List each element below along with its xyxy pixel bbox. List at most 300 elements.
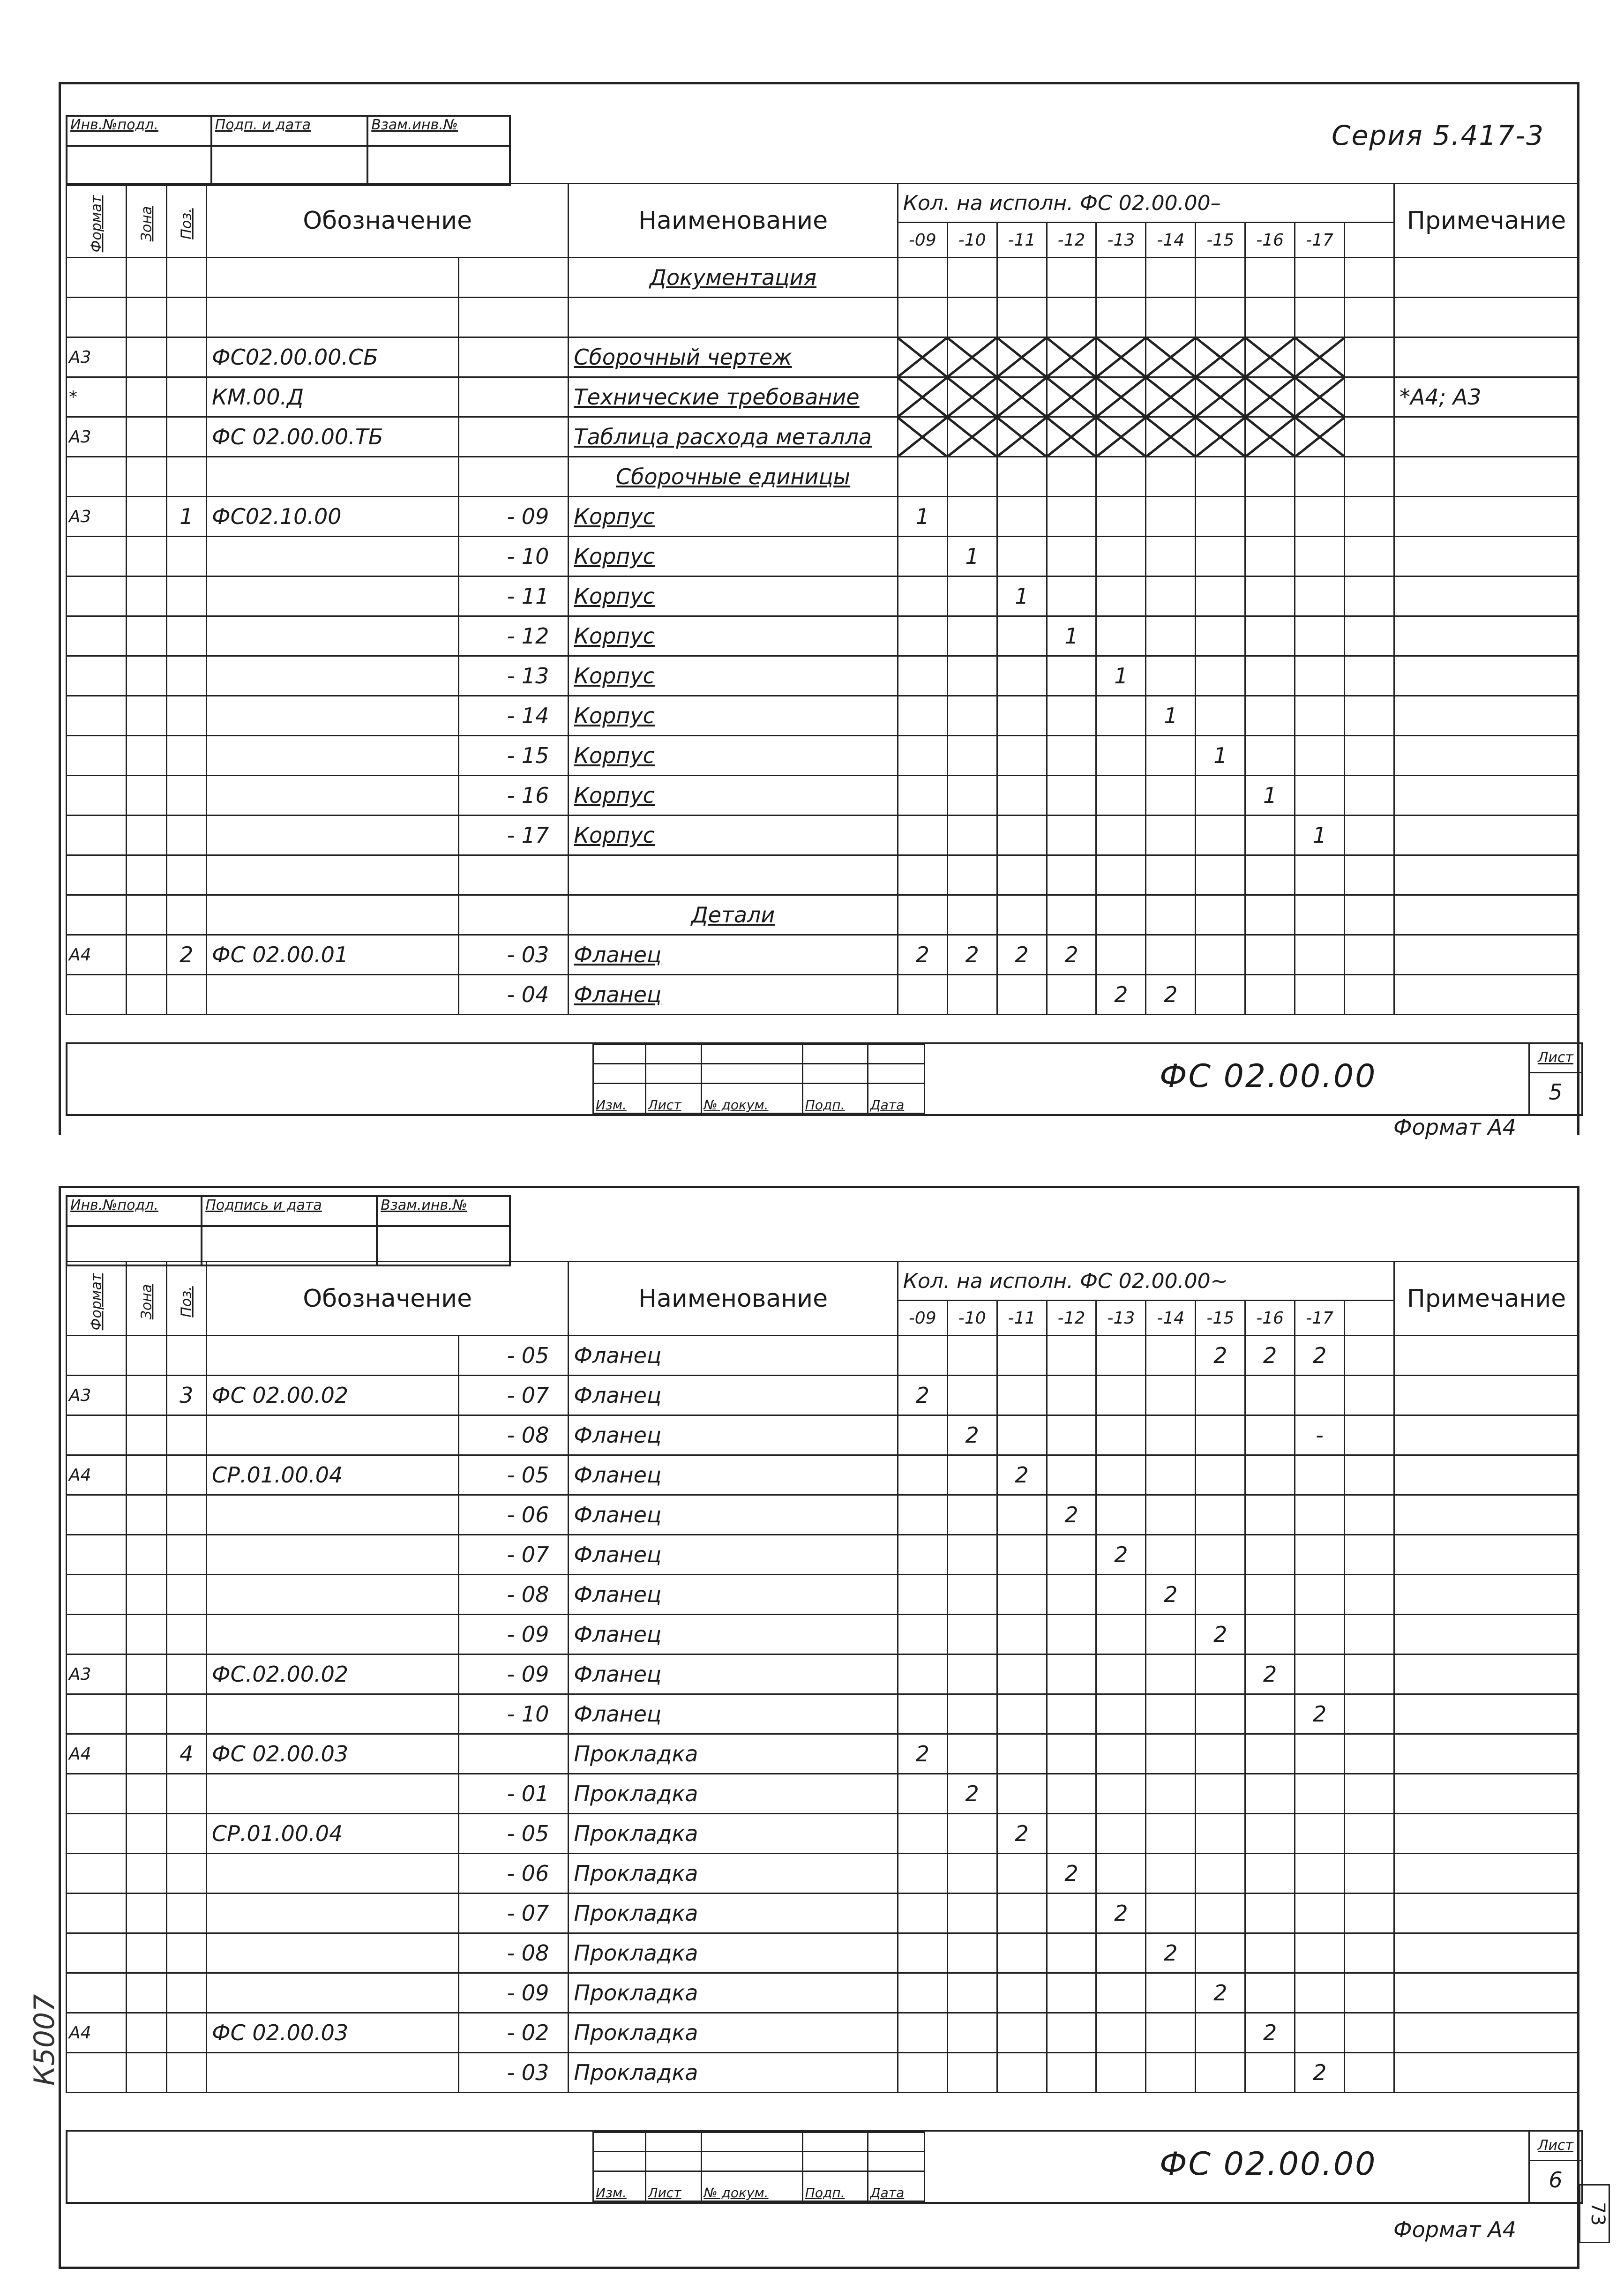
quantity-cell [1096,2053,1146,2093]
quantity-cell [1245,1415,1295,1455]
quantity-cell [1345,576,1394,616]
quantity-cell [997,457,1047,497]
quantity-cell [1245,2053,1295,2093]
format-cell [67,298,127,337]
quantity-cell [1295,1455,1345,1495]
quantity-cell [1096,1933,1146,1973]
zone-cell [127,1575,166,1615]
quantity-cell [1096,1575,1146,1615]
quantity-cell [1345,1415,1394,1455]
quantity-cell [1096,497,1146,537]
quantity-cell [1245,417,1295,457]
name-cell: Детали [569,895,898,935]
quantity-cell [1146,377,1196,417]
variant-cell: - 03 [458,935,568,975]
quantity-cell [1196,816,1245,855]
zone-cell [127,975,166,1015]
quantity-cell: 2 [1295,1694,1345,1734]
quantity-cell [1196,656,1245,696]
quantity-cell [1047,2053,1096,2093]
variant-cell: - 06 [458,1854,568,1894]
format-cell [67,1774,127,1814]
position-cell [166,417,206,457]
quantity-cell: 2 [1196,1336,1245,1376]
quantity-cell: 2 [1245,2013,1295,2053]
quantity-cell [1196,337,1245,377]
quantity-cell [1196,258,1245,298]
table-row [67,497,1579,537]
quantity-cell [1245,816,1295,855]
quantity-cell [997,417,1047,457]
name-cell: Корпус [569,776,898,816]
position-cell [166,537,206,576]
zone-cell [127,1415,166,1455]
position-cell [166,1336,206,1376]
quantity-cell [1196,776,1245,816]
quantity-cell [947,855,997,895]
quantity-cell [1245,1495,1295,1535]
note-cell [1394,1455,1579,1495]
label-signature: Подп. [802,2171,868,2201]
quantity-cell [1047,1455,1096,1495]
quantity-cell [947,576,997,616]
format-cell: А3 [67,1376,127,1415]
qty-col-header: -11 [997,223,1047,258]
format-cell [67,537,127,576]
designation-cell: ФС 02.00.01 [206,935,458,975]
position-cell [166,736,206,776]
position-cell [166,1774,206,1814]
designation-cell: ФС.02.00.02 [206,1654,458,1694]
quantity-cell [1345,298,1394,337]
quantity-cell [997,2053,1047,2093]
quantity-cell [1245,258,1295,298]
quantity-cell [1146,2013,1196,2053]
quantity-cell [1345,1336,1394,1376]
format-cell: * [67,377,127,417]
position-cell [166,616,206,656]
quantity-cell [1196,1654,1245,1694]
variant-cell: - 14 [458,696,568,736]
table-row [67,656,1579,696]
quantity-cell [947,616,997,656]
quantity-cell [1245,696,1295,736]
specification-table [66,183,1579,1015]
designation-cell [206,656,458,696]
revision-grid [592,1044,925,1114]
sheet-number-cell [1528,1044,1581,1114]
designation-cell [206,298,458,337]
variant-cell [458,855,568,895]
table-row [67,258,1579,298]
variant-cell: - 09 [458,1973,568,2013]
zone-cell [127,1894,166,1933]
quantity-cell [947,1575,997,1615]
note-cell [1394,816,1579,855]
quantity-cell [1295,576,1345,616]
note-cell [1394,696,1579,736]
quantity-cell [1146,1495,1196,1535]
quantity-cell [1345,1894,1394,1933]
variant-cell: - 05 [458,1455,568,1495]
position-cell [166,855,206,895]
name-cell: Прокладка [569,2053,898,2093]
qty-col-header: -10 [947,223,997,258]
variant-cell: - 08 [458,1575,568,1615]
quantity-cell [997,1933,1047,1973]
quantity-cell [1295,1654,1345,1694]
quantity-cell [1345,1575,1394,1615]
format-cell [67,736,127,776]
col-format: Формат [67,184,127,258]
position-cell: 3 [166,1376,206,1415]
quantity-cell [1245,1854,1295,1894]
quantity-cell [997,696,1047,736]
quantity-cell [898,736,947,776]
quantity-cell [947,1376,997,1415]
quantity-cell [1146,1336,1196,1376]
col-name: Наименование [569,184,898,258]
quantity-cell [1047,1774,1096,1814]
name-cell: Фланец [569,935,898,975]
note-cell [1394,1615,1579,1654]
quantity-cell [1196,2053,1245,2093]
quantity-cell [1047,736,1096,776]
quantity-cell [1096,1854,1146,1894]
zone-cell [127,855,166,895]
designation-cell [206,1774,458,1814]
variant-cell: - 17 [458,816,568,855]
format-cell [67,616,127,656]
note-cell [1394,1376,1579,1415]
designation-cell [206,895,458,935]
table-row [67,1455,1579,1495]
quantity-cell [898,1615,947,1654]
quantity-cell [898,816,947,855]
spec-sheet-5 [0,0,1624,1139]
quantity-cell [1245,1575,1295,1615]
quantity-cell [1345,1814,1394,1854]
table-row [67,616,1579,656]
zone-cell [127,457,166,497]
quantity-cell [1047,1575,1096,1615]
quantity-cell [898,258,947,298]
note-cell [1394,1933,1579,1973]
quantity-cell [1047,816,1096,855]
qty-col-header [1345,223,1394,258]
col-format: Формат [67,1262,127,1336]
zone-cell [127,1535,166,1575]
qty-col-header: -16 [1245,1301,1295,1336]
quantity-cell [997,1535,1047,1575]
variant-cell: - 08 [458,1415,568,1455]
quantity-cell [1196,1575,1245,1615]
qty-col-header: -12 [1047,1301,1096,1336]
designation-cell [206,975,458,1015]
quantity-cell [947,1814,997,1854]
zone-cell [127,337,166,377]
quantity-cell [1146,776,1196,816]
quantity-cell [1196,537,1245,576]
zone-cell [127,576,166,616]
format-cell: А4 [67,2013,127,2053]
quantity-cell [1345,975,1394,1015]
quantity-cell [898,1415,947,1455]
zone-cell [127,736,166,776]
quantity-cell [1096,1336,1146,1376]
quantity-cell [1345,895,1394,935]
quantity-cell [1245,895,1295,935]
variant-cell [458,457,568,497]
quantity-cell [1096,576,1146,616]
quantity-cell: 2 [1146,975,1196,1015]
name-cell: Прокладка [569,1774,898,1814]
variant-cell: - 07 [458,1894,568,1933]
quantity-cell [1047,1894,1096,1933]
quantity-cell [1146,1894,1196,1933]
quantity-cell: 1 [997,576,1047,616]
format-cell [67,776,127,816]
designation-cell [206,1495,458,1535]
quantity-cell: 2 [1295,1336,1345,1376]
quantity-cell [997,1973,1047,2013]
table-row [67,1495,1579,1535]
quantity-cell [997,1694,1047,1734]
approval-stamp [66,1195,511,1261]
designation-cell [206,1336,458,1376]
name-cell: Корпус [569,696,898,736]
quantity-cell [1345,1376,1394,1415]
variant-cell: - 09 [458,1654,568,1694]
label-sheet: Лист [645,1083,701,1113]
quantity-cell [1047,776,1096,816]
designation-cell [206,1894,458,1933]
quantity-cell [997,537,1047,576]
quantity-cell [997,895,1047,935]
quantity-cell [1345,1615,1394,1654]
table-row [67,1973,1579,2013]
quantity-cell [1196,616,1245,656]
quantity-cell [898,616,947,656]
format-cell [67,258,127,298]
quantity-cell: 1 [947,537,997,576]
zone-cell [127,895,166,935]
quantity-cell: 2 [1096,975,1146,1015]
spec-sheet-6 [0,1139,1624,2283]
position-cell [166,776,206,816]
variant-cell: - 11 [458,576,568,616]
zone-cell [127,1933,166,1973]
table-row [67,935,1579,975]
zone-cell [127,258,166,298]
table-row [67,1336,1579,1376]
qty-col-header: -14 [1146,223,1196,258]
quantity-cell: 1 [1196,736,1245,776]
format-cell [67,656,127,696]
quantity-cell [947,1615,997,1654]
quantity-cell: 2 [1245,1336,1295,1376]
col-position: Поз. [166,184,206,258]
quantity-cell [1245,457,1295,497]
note-cell [1394,298,1579,337]
zone-cell [127,298,166,337]
table-row [67,2053,1579,2093]
quantity-cell [1345,656,1394,696]
variant-cell: - 05 [458,1814,568,1854]
designation-cell: ФС 02.00.03 [206,1734,458,1774]
position-cell [166,656,206,696]
note-cell [1394,1694,1579,1734]
quantity-cell [997,1894,1047,1933]
quantity-cell [947,1455,997,1495]
name-cell: Фланец [569,975,898,1015]
name-cell: Таблица расхода металла [569,417,898,457]
col-designation: Обозначение [206,1262,568,1336]
quantity-cell [997,377,1047,417]
quantity-cell [1295,975,1345,1015]
note-cell [1394,417,1579,457]
col-zone: Зона [127,184,166,258]
designation-cell [206,616,458,656]
zone-cell [127,2053,166,2093]
note-cell [1394,1774,1579,1814]
quantity-cell [1047,1336,1096,1376]
format-cell [67,576,127,616]
zone-cell [127,1814,166,1854]
designation-cell [206,1575,458,1615]
quantity-cell [1295,2013,1345,2053]
quantity-cell [1345,736,1394,776]
name-cell: Фланец [569,1455,898,1495]
format-cell: А4 [67,935,127,975]
quantity-cell [1146,1415,1196,1455]
designation-cell [206,1415,458,1455]
name-cell: Корпус [569,656,898,696]
quantity-cell [1345,1535,1394,1575]
quantity-cell [1345,417,1394,457]
variant-cell: - 09 [458,1615,568,1654]
quantity-cell [1096,855,1146,895]
format-cell [67,855,127,895]
quantity-cell [898,1774,947,1814]
name-cell: Фланец [569,1376,898,1415]
quantity-cell [1295,776,1345,816]
document-number: ФС 02.00.00 [1160,1058,1377,1095]
position-cell [166,337,206,377]
quantity-cell [1295,935,1345,975]
table-row [67,1376,1579,1415]
quantity-cell [1146,1535,1196,1575]
quantity-cell [1295,377,1345,417]
archive-page-number: 73 [1579,2184,1610,2243]
quantity-cell [1345,1854,1394,1894]
zone-cell [127,1336,166,1376]
name-cell: Прокладка [569,1814,898,1854]
position-cell [166,576,206,616]
quantity-cell [1245,576,1295,616]
format-cell [67,1854,127,1894]
quantity-cell [1146,457,1196,497]
quantity-cell [1295,696,1345,736]
name-cell: Корпус [569,616,898,656]
quantity-cell [1245,1376,1295,1415]
quantity-cell [898,1455,947,1495]
note-cell [1394,656,1579,696]
quantity-cell: 1 [1245,776,1295,816]
quantity-cell [1196,1535,1245,1575]
quantity-cell [898,576,947,616]
quantity-cell: 2 [1047,1495,1096,1535]
position-cell [166,1814,206,1854]
quantity-cell [1245,298,1295,337]
archive-mark: К5007 [28,1994,61,2086]
quantity-cell [1345,1694,1394,1734]
quantity-cell [1245,855,1295,895]
sheet-number: 5 [1549,1079,1563,1105]
quantity-cell [1047,1415,1096,1455]
note-cell [1394,537,1579,576]
position-cell [166,1535,206,1575]
position-cell [166,2053,206,2093]
format-cell [67,696,127,736]
zone-cell [127,1854,166,1894]
quantity-cell [1345,2053,1394,2093]
quantity-cell [1345,497,1394,537]
quantity-cell [1345,537,1394,576]
quantity-cell [1096,1694,1146,1734]
note-cell [1394,576,1579,616]
name-cell: Прокладка [569,1973,898,2013]
note-cell [1394,776,1579,816]
quantity-cell [947,975,997,1015]
quantity-cell [1146,417,1196,457]
quantity-cell [1196,497,1245,537]
col-note: Примечание [1394,184,1579,258]
note-cell [1394,1734,1579,1774]
qty-col-header: -09 [898,1301,947,1336]
quantity-cell [997,1415,1047,1455]
stamp-inv-no: Инв.№подл. [67,116,211,146]
designation-cell: ФС02.10.00 [206,497,458,537]
quantity-cell [1345,1774,1394,1814]
quantity-cell [898,696,947,736]
zone-cell [127,935,166,975]
quantity-cell [1295,1894,1345,1933]
variant-cell: - 05 [458,1336,568,1376]
quantity-cell [947,1694,997,1734]
quantity-cell: 1 [1047,616,1096,656]
stamp-signature-date: Подп. и дата [211,116,368,146]
quantity-cell [1345,1654,1394,1694]
quantity-cell [898,537,947,576]
zone-cell [127,656,166,696]
quantity-cell [997,1654,1047,1694]
format-cell [67,816,127,855]
quantity-cell: 2 [1096,1894,1146,1933]
quantity-cell [947,1894,997,1933]
table-row [67,457,1579,497]
format-cell [67,895,127,935]
note-cell [1394,457,1579,497]
table-row [67,895,1579,935]
quantity-cell [1096,776,1146,816]
quantity-cell [947,258,997,298]
quantity-cell [1295,258,1345,298]
sheet-label: Лист [1530,1044,1581,1073]
zone-cell [127,1615,166,1654]
quantity-cell [1196,576,1245,616]
quantity-cell [898,337,947,377]
